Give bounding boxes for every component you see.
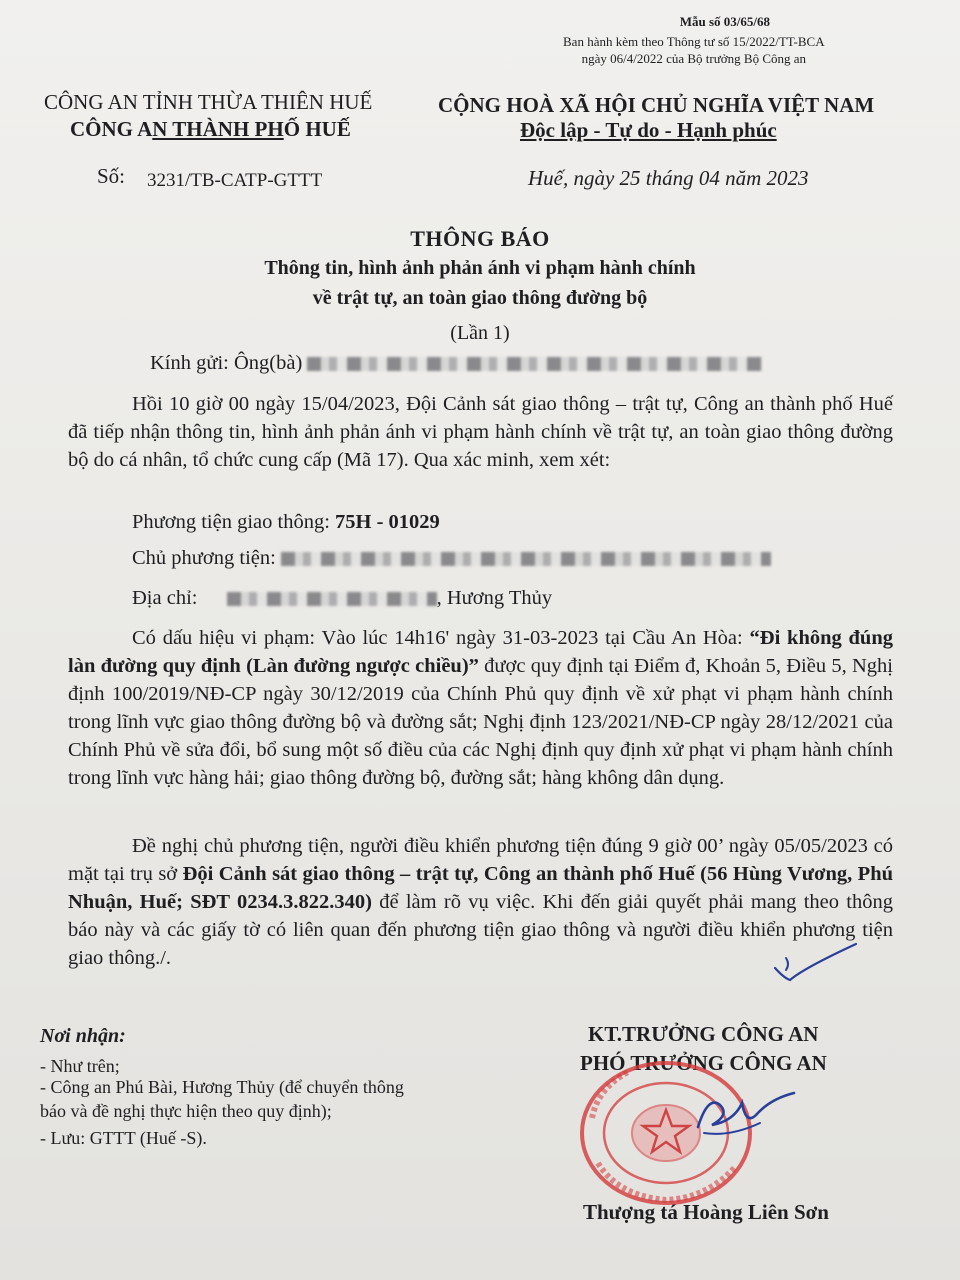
owner-line [132, 547, 771, 570]
agency-name-pre: CÔNG A [70, 117, 153, 141]
agency-name [70, 117, 351, 142]
address-line [132, 587, 552, 610]
nation-title: CỘNG HOÀ XÃ HỘI CHỦ NGHĨA VIỆT NAM [438, 93, 875, 117]
vehicle-plate: 75H - 01029 [335, 511, 440, 533]
doc-number-value: 3231/TB-CATP-GTTT [147, 170, 323, 191]
intro-paragraph: Hồi 10 giờ 00 ngày 15/04/2023, Đội Cảnh sát giao thông – trật tự, Công an thành phố Huế đã tiếp nhận thông tin, hình ảnh phản ánh vi phạm hành chính về trật tự, an toàn giao thông đường bộ do cá nhân, tổ chức cung cấp (Mã 17). Qua xác minh, xem xét: [68, 393, 893, 471]
notice-subtitle-line2: về trật tự, an toàn giao thông đường bộ [312, 287, 648, 309]
notice-attempt: (Lần 1) [450, 322, 510, 344]
violation-rest: được quy định tại Điểm đ, Khoản 5, Điều 5, Nghị định 100/2019/NĐ-CP ngày 30/12/2019 của Chính Phủ quy định về xử phạt vi phạm hành chính trong lĩnh vực giao thông đường bộ và đường sắt; Nghị định 123/2021/NĐ-CP ngày 28/12/2021 của Chính Phủ về sửa đổi, bổ sung một số điều của các Nghị định quy định xử phạt vi phạm hành chính trong lĩnh vực hàng hải; giao thông đường bộ, đường sắt; hàng không dân dụng. [68, 655, 893, 789]
motto: Độc lập - Tự do - Hạnh phúc [520, 118, 777, 142]
handwritten-tick-mark [770, 938, 860, 988]
owner-redacted [281, 552, 771, 566]
notice-title: THÔNG BÁO [410, 226, 550, 251]
signature-authority-line1: KT.TRƯỞNG CÔNG AN [588, 1022, 819, 1046]
signer-name: Thượng tá Hoàng Liên Sơn [583, 1200, 829, 1224]
doc-number-label: Số: [97, 164, 126, 188]
address-visible: , Hương Thủy [436, 587, 553, 609]
request-lead: Đề nghị chủ phương tiện, người điều khiển phương tiện đúng 9 giờ 00’ ngày 05/05/2023 có mặt tại trụ sở [68, 835, 893, 885]
request-office: Đội Cảnh sát giao thông – trật tự, Công an thành phố Huế (56 Hùng Vương, Phú Nhuận, Huế; SĐT 0234.3.822.340) [68, 863, 893, 913]
violation-act: “Đi không đúng làn đường quy định (Làn đường ngược chiều)” [68, 627, 893, 677]
receiver-item: - Lưu: GTTT (Huế -S). [40, 1128, 207, 1148]
owner-label: Chủ phương tiện: [132, 547, 276, 569]
signature-authority-line2: PHÓ TRƯỞNG CÔNG AN [580, 1051, 827, 1075]
handwritten-signature [690, 1085, 800, 1145]
recipient-redacted [307, 357, 762, 371]
place-date: Huế, ngày 25 tháng 04 năm 2023 [528, 166, 809, 190]
vehicle-line [132, 511, 440, 534]
agency-name-post: Ố HUẾ [283, 117, 351, 141]
receivers-title: Nơi nhận: [40, 1025, 126, 1047]
agency-name-underlined: N THÀNH PH [152, 117, 284, 141]
form-issued-note: Ban hành kèm theo Thông tư số 15/2022/TT-BCA ngày 06/4/2022 của Bộ trưởng Bộ Công an [563, 34, 825, 66]
violation-lead: Có dấu hiệu vi phạm: Vào lúc 14h16' ngày 31-03-2023 tại Cầu An Hòa: [132, 627, 750, 649]
notice-subtitle-line1: Thông tin, hình ảnh phản ánh vi phạm hành chính [264, 257, 696, 279]
recipient-label: Kính gửi: Ông(bà) [150, 352, 303, 374]
form-number: Mẫu số 03/65/68 [679, 14, 770, 29]
violation-paragraph [68, 624, 893, 792]
receiver-item: - Công an Phú Bài, Hương Thủy (để chuyển thông [40, 1077, 404, 1097]
request-rest: để làm rõ vụ việc. Khi đến giải quyết phải mang theo thông báo này và các giấy tờ có liên quan đến phương tiện giao thông và người điều khiển phương tiện giao thông./. [68, 891, 893, 969]
receiver-item: - Như trên; [40, 1056, 120, 1076]
receiver-item: báo và đề nghị thực hiện theo quy định); [40, 1101, 332, 1121]
address-label: Địa chỉ: [132, 587, 198, 609]
recipient-line [150, 352, 762, 375]
vehicle-label: Phương tiện giao thông: [132, 511, 330, 533]
agency-parent: CÔNG AN TỈNH THỪA THIÊN HUẾ [44, 90, 373, 114]
address-redacted [227, 592, 437, 606]
